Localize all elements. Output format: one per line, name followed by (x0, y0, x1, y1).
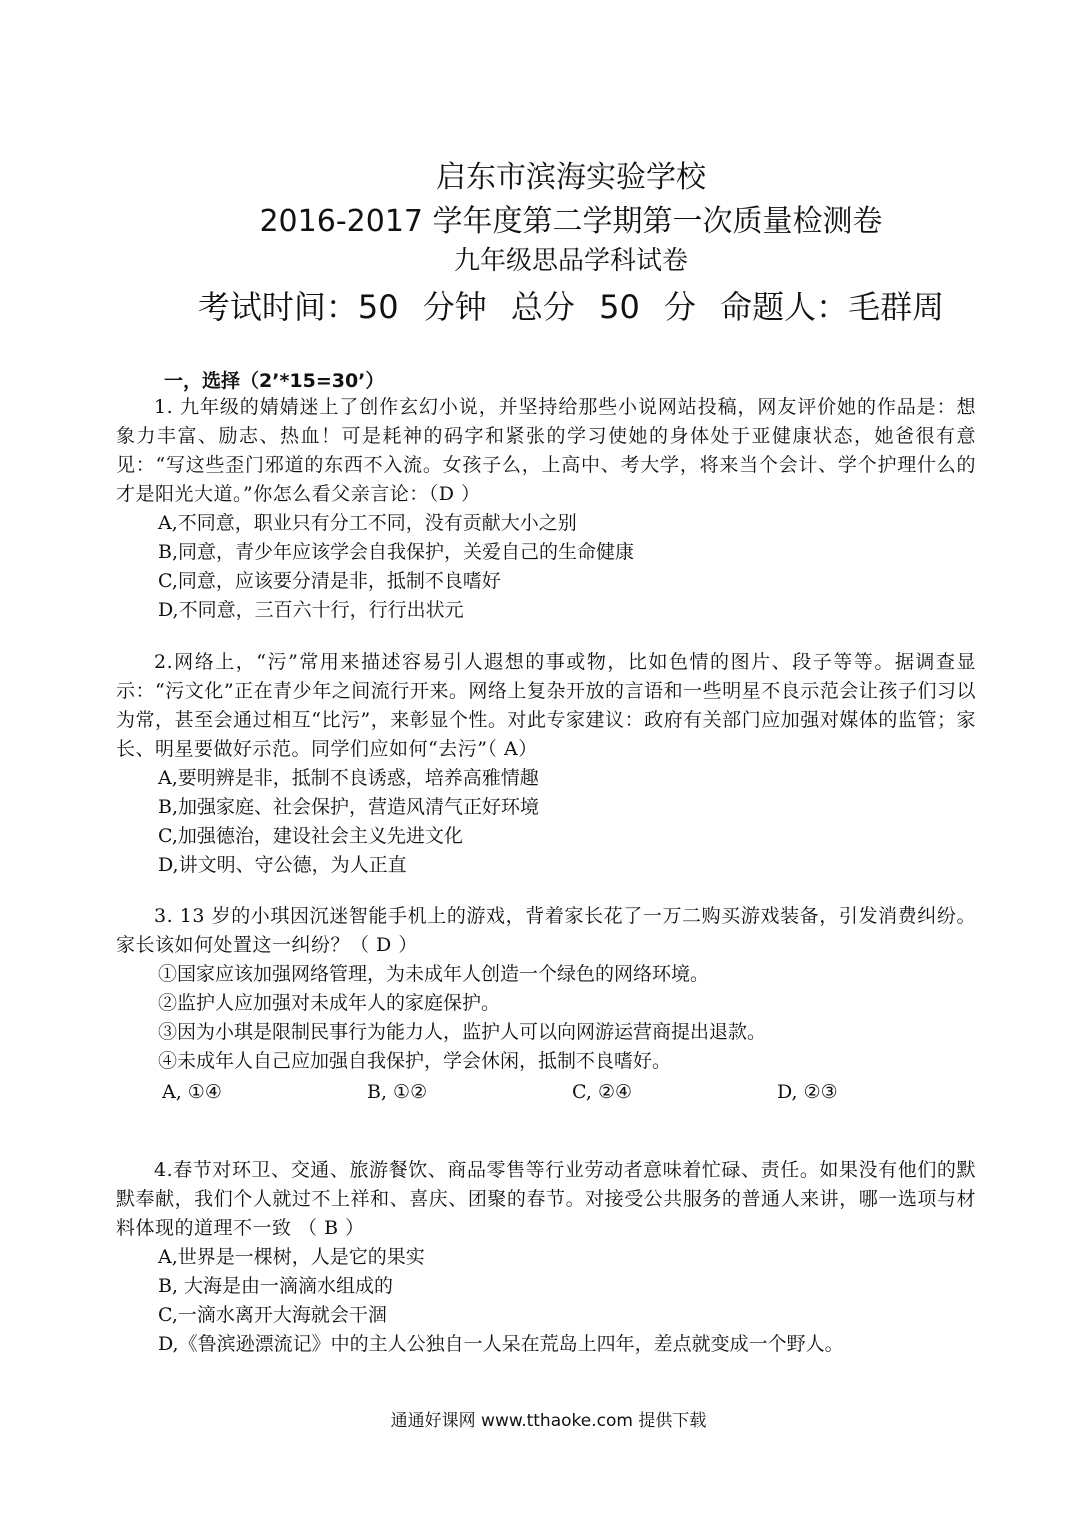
question-1 (116, 393, 976, 625)
option-a: A,世界是一棵树，人是它的果实 (158, 1246, 425, 1268)
question-stem: 4.春节对环卫、交通、旅游餐饮、商品零售等行业劳动者意味着忙碌、责任。如果没有他们的默默奉献，我们个人就过不上祥和、喜庆、团聚的春节。对接受公共服务的普通人来讲，哪一选项与材料体现的道理不一致 （ B ） (116, 1159, 976, 1239)
exam-title: 2016-2017 学年度第二学期第一次质量检测卷 (259, 204, 883, 239)
question-stem: 1. 九年级的婧婧迷上了创作玄幻小说，并坚持给那些小说网站投稿，网友评价她的作品是：想象力丰富、励志、热血！可是耗神的码字和紧张的学习使她的身体处于亚健康状态，她爸很有意见：“写这些歪门邪道的东西不入流。女孩子么，上高中、考大学，将来当个会计、学个护理什么的才是阳光大道。”你怎么看父亲言论：（D ） (116, 396, 976, 505)
subject-title: 九年级思品学科试卷 (453, 246, 688, 276)
exam-info: 考试时间：50 分钟 总分 50 分 命题人：毛群周 (197, 288, 945, 326)
footer-source: 通通好课网 www.tthaoke.com 提供下载 (390, 1411, 707, 1431)
statement-4: ④未成年人自己应加强自我保护，学会休闲，抵制不良嗜好。 (158, 1050, 672, 1072)
option-c: C,加强德治，建设社会主义先进文化 (158, 825, 463, 847)
question-stem: 3. 13 岁的小琪因沉迷智能手机上的游戏，背着家长花了一万二购买游戏装备，引发消费纠纷。家长该如何处置这一纠纷？（ D ） (116, 905, 976, 956)
option-a: A,不同意，职业只有分工不同，没有贡献大小之别 (158, 512, 577, 534)
statement-1: ①国家应该加强网络管理，为未成年人创造一个绿色的网络环境。 (158, 963, 710, 985)
option-b: B, 大海是由一滴滴水组成的 (158, 1275, 394, 1297)
question-2 (116, 648, 976, 880)
question-stem: 2.网络上，“污”常用来描述容易引人遐想的事或物，比如色情的图片、段子等等。据调查显示：“污文化”正在青少年之间流行开来。网络上复杂开放的言语和一些明星不良示范会让孩子们习以为常，甚至会通过相互“比污”，来彰显个性。对此专家建议：政府有关部门应加强对媒体的监管；家长、明星要做好示范。同学们应如何“去污”（ A） (116, 651, 976, 760)
option-c: C,同意，应该要分清是非，抵制不良嗜好 (158, 570, 501, 592)
school-name: 启东市滨海实验学校 (436, 160, 706, 195)
section-heading: 一，选择（2’*15=30’） (164, 370, 385, 392)
option-a: A,要明辨是非，抵制不良诱惑，培养高雅情趣 (158, 767, 539, 789)
question-4 (116, 1156, 976, 1359)
option-d: D, ②③ (777, 1081, 838, 1103)
options-row (116, 1078, 982, 1107)
option-b: B,加强家庭、社会保护，营造风清气正好环境 (158, 796, 540, 818)
option-a: A, ①④ (162, 1081, 222, 1103)
option-d: D,《鲁滨逊漂流记》中的主人公独自一人呆在荒岛上四年，差点就变成一个野人。 (158, 1333, 844, 1355)
option-d: D,不同意，三百六十行，行行出状元 (158, 599, 464, 621)
option-c: C, ②④ (572, 1081, 633, 1103)
statement-2: ②监护人应加强对未成年人的家庭保护。 (158, 992, 501, 1014)
question-3 (116, 902, 976, 1107)
option-b: B,同意，青少年应该学会自我保护，关爱自己的生命健康 (158, 541, 635, 563)
option-c: C,一滴水离开大海就会干涸 (158, 1304, 387, 1326)
option-b: B, ①② (367, 1081, 428, 1103)
statement-3: ③因为小琪是限制民事行为能力人，监护人可以向网游运营商提出退款。 (158, 1021, 767, 1043)
option-d: D,讲文明、守公德，为人正直 (158, 854, 407, 876)
